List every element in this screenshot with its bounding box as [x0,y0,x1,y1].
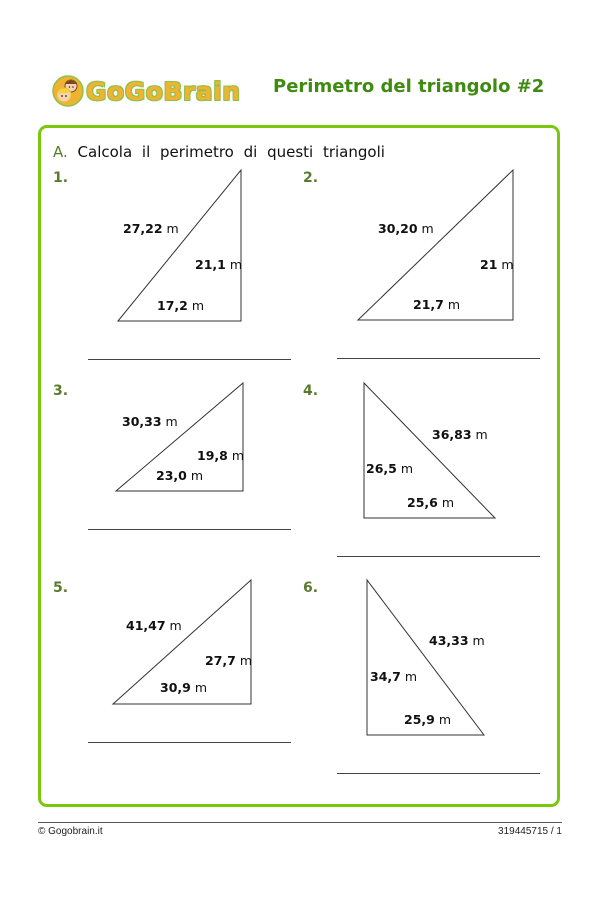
footer-page-id: 319445715 / 1 [498,826,562,837]
problem-6-hypotenuse: 43,33 m [429,633,485,648]
problem-4-hypotenuse: 36,83 m [432,427,488,442]
answer-line-1[interactable] [88,359,291,360]
problem-2-vertical: 21 m [480,257,514,272]
problem-1-base: 17,2 m [157,298,205,313]
problem-number-1: 1. [53,170,69,186]
problem-3-base: 23,0 m [156,468,204,483]
logo-text: GoGoBrain [86,76,241,106]
answer-line-4[interactable] [337,556,540,557]
problem-2-base: 21,7 m [413,297,461,312]
answer-line-6[interactable] [337,773,540,774]
problem-6-base: 25,9 m [404,712,452,727]
problem-1-hypotenuse: 27,22 m [123,221,179,236]
worksheet-title: Perimetro del triangolo #2 [273,76,545,97]
problem-4-vertical: 26,5 m [366,461,414,476]
answer-line-3[interactable] [88,529,291,530]
problem-6-vertical: 34,7 m [370,669,418,684]
section-letter: A. [53,143,68,161]
problem-number-2: 2. [303,170,319,186]
problem-5-vertical: 27,7 m [205,653,253,668]
problem-5-base: 30,9 m [160,680,208,695]
instruction-text: Calcola il perimetro di questi triangoli [77,143,385,161]
answer-line-5[interactable] [88,742,291,743]
problem-3-hypotenuse: 30,33 m [122,414,178,429]
problem-4-base: 25,6 m [407,495,455,510]
problem-number-4: 4. [303,383,319,399]
problem-number-5: 5. [53,580,69,596]
answer-line-2[interactable] [337,358,540,359]
problem-number-3: 3. [53,383,69,399]
problem-3-vertical: 19,8 m [197,448,245,463]
problem-5-hypotenuse: 41,47 m [126,618,182,633]
footer-divider [38,822,562,823]
problem-2-hypotenuse: 30,20 m [378,221,434,236]
problem-1-vertical: 21,1 m [195,257,243,272]
problem-number-6: 6. [303,580,319,596]
footer-copyright: © Gogobrain.it [38,826,103,837]
